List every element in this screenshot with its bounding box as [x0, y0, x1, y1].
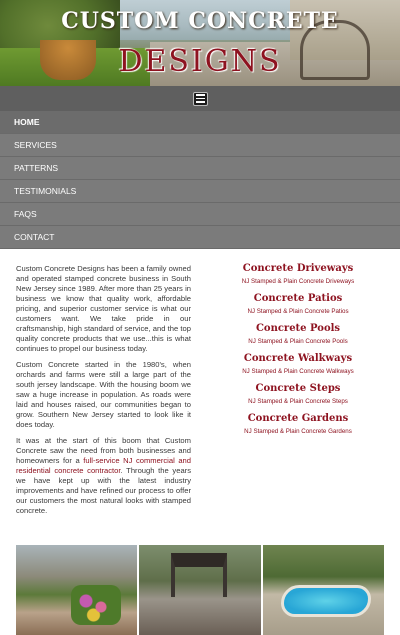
main-content [0, 251, 400, 541]
logo-line-1[interactable]: CUSTOM CONCRETE [61, 8, 339, 34]
gallery-photo-gazebo[interactable] [139, 545, 260, 635]
logo-line-2[interactable]: DESIGNS [118, 44, 282, 79]
intro-paragraph-3 [16, 436, 191, 516]
service-sub-driveways[interactable]: NJ Stamped & Plain Concrete Driveways [241, 278, 355, 285]
photo-gallery [16, 545, 384, 635]
intro-paragraph-3-start: It was at the start of this boom that Custom Concrete saw the need from both businesses and homeowners for a [16, 436, 191, 465]
service-sub-gardens[interactable]: NJ Stamped & Plain Concrete Gardens [244, 428, 352, 435]
nav-bar [0, 86, 400, 111]
gallery-photo-patio-flowers[interactable] [16, 545, 137, 635]
service-title-pools[interactable]: Concrete Pools [255, 323, 341, 334]
intro-text [16, 264, 191, 522]
service-title-steps[interactable]: Concrete Steps [255, 383, 341, 394]
gazebo-image [171, 553, 227, 597]
nav-menu [0, 111, 400, 249]
intro-paragraph-1: Custom Concrete Designs has been a family owned and operated stamped concrete business in South New Jersey since 1989. After more than 25 years in business we know that quality work, affordable pricing, and superior customer service is what our customers want. We take pride in our craftsmanship, high standard of service, and the top quality concrete products that we use...this is what continues to propel our business today. [16, 264, 191, 353]
nav-item-home[interactable]: HOME [0, 111, 400, 134]
flowers-image [71, 585, 121, 625]
nav-item-contact[interactable]: CONTACT [0, 226, 400, 249]
nav-item-faqs[interactable]: FAQS [0, 203, 400, 226]
nav-item-testimonials[interactable]: TESTIMONIALS [0, 180, 400, 203]
nav-item-services[interactable]: SERVICES [0, 134, 400, 157]
service-title-walkways[interactable]: Concrete Walkways [243, 353, 353, 364]
nav-item-patterns[interactable]: PATTERNS [0, 157, 400, 180]
gallery-photo-pool[interactable] [263, 545, 384, 635]
services-links [213, 261, 383, 443]
service-title-driveways[interactable]: Concrete Driveways [242, 263, 354, 274]
service-sub-pools[interactable]: NJ Stamped & Plain Concrete Pools [248, 338, 348, 345]
pool-image [281, 585, 371, 617]
contractor-link[interactable]: full-service NJ commercial and residential concrete contractor [16, 456, 191, 475]
service-sub-walkways[interactable]: NJ Stamped & Plain Concrete Walkways [242, 368, 354, 375]
service-title-patios[interactable]: Concrete Patios [253, 293, 343, 304]
service-sub-steps[interactable]: NJ Stamped & Plain Concrete Steps [248, 398, 348, 405]
hamburger-menu-icon[interactable] [193, 92, 208, 106]
header-banner [0, 0, 400, 86]
intro-paragraph-2: Custom Concrete started in the 1980's, when orchards and farms were still a large part of the south jersey landscape. With the housing boom we saw a huge increase in population. As roads were laid and houses raised, our communities began to grow. Southern New Jersey started to look like it does today. [16, 360, 191, 429]
intro-paragraph-3-end: . Through the years we have kept up with the latest industry improvements and have refined our process to offer our customers the most natural looks with stamped concrete. [16, 466, 191, 515]
service-title-gardens[interactable]: Concrete Gardens [247, 413, 349, 424]
service-sub-patios[interactable]: NJ Stamped & Plain Concrete Patios [247, 308, 349, 315]
